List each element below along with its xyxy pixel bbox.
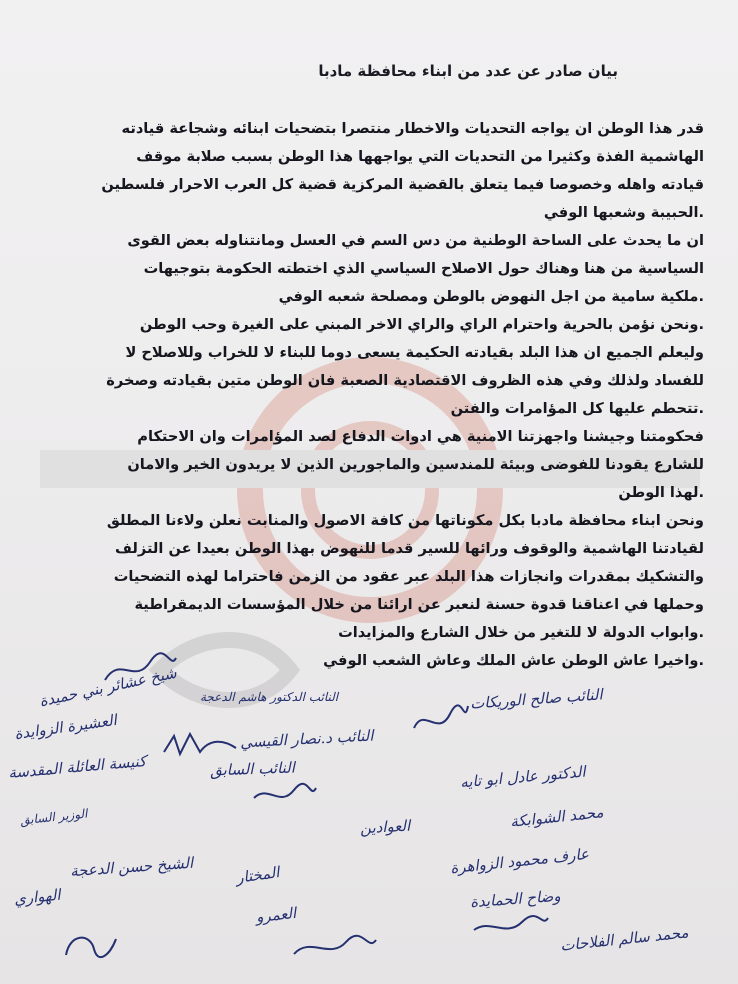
signature-scribble xyxy=(100,650,180,690)
signature: النائب السابق xyxy=(209,758,296,780)
text-line: قدر هذا الوطن ان يواجه التحديات والاخطار منتصرا بتضحيات ابنائه وشجاعة قيادته xyxy=(121,120,704,137)
text-line: .لهذا الوطن xyxy=(618,484,704,501)
signature: النائب د.نصار القيسي xyxy=(239,726,374,752)
signature: الهواري xyxy=(13,885,62,909)
signature-scribble xyxy=(160,728,240,764)
text-line: وحملها في اعناقنا قدوة حسنة لنعبر عن ارائنا من خلال المؤسسات الديمقراطية xyxy=(134,596,704,613)
signature: النائب صالح الوريكات xyxy=(469,685,604,713)
text-line: للفساد ولذلك وفي هذه الظروف الاقتصادية الصعبة فان الوطن متين بقيادته وصخرة xyxy=(106,372,704,389)
signature-scribble xyxy=(60,925,120,965)
signature: النائب الدكتور هاشم الدعجة xyxy=(200,690,339,704)
text-line: قيادته واهله وخصوصا فيما يتعلق بالقضية المركزية قضية كل العرب الاحرار فلسطين xyxy=(101,176,704,193)
text-line: الهاشمية الفذة وكثيرا من التحديات التي يواجهها هذا الوطن بسبب صلابة موقف xyxy=(136,148,704,165)
text-line: ان ما يحدث على الساحة الوطنية من دس السم في العسل ومانتناوله بعض القوى xyxy=(127,232,704,249)
text-line: .ملكية سامية من اجل النهوض بالوطن ومصلحة شعبه الوفي xyxy=(278,288,704,305)
signature: الدكتور عادل ابو تايه xyxy=(459,762,587,792)
signature: محمد الشوابكة xyxy=(509,803,605,831)
document-title: بيان صادر عن عدد من ابناء محافظة مادبا xyxy=(318,62,618,80)
signature: شيخ عشائر بني حميدة xyxy=(37,663,179,711)
text-line: .الحبيبة وشعبها الوفي xyxy=(543,204,704,221)
signature: الوزير السابق xyxy=(19,806,89,828)
signature-scribble xyxy=(250,780,320,810)
text-line: للشارع يقودنا للفوضى وبيئة للمندسين والماجورين الذين لا يريدون الخير والامان xyxy=(127,456,704,473)
text-line: ونحن ابناء محافظة مادبا بكل مكوناتها من كافة الاصول والمنابت نعلن ولاءنا المطلق xyxy=(106,512,704,529)
text-line: فحكومتنا وجيشنا واجهزتنا الامنية هي ادوات الدفاع لصد المؤامرات وان الاحتكام xyxy=(137,428,704,445)
signature: العوادين xyxy=(359,816,411,838)
signature: العمرو xyxy=(255,903,298,927)
signature-scribble xyxy=(410,700,470,740)
signature: العشيرة الزوايدة xyxy=(13,710,118,744)
text-line: لقيادتنا الهاشمية والوقوف ورائها للسير قدما للنهوض بهذا الوطن بعيدا عن التزلف xyxy=(115,540,704,557)
signature: الشيخ حسن الدعجة xyxy=(69,853,194,881)
signature-scribble xyxy=(470,912,550,942)
signature: كنيسة العائلة المقدسة xyxy=(7,752,147,782)
text-line: والتشكيك بمقدرات وانجازات هذا البلد عبر عقود من الزمن فاحتراما لهذه التضحيات xyxy=(113,568,704,585)
signature: المختار xyxy=(234,863,281,887)
text-line: .تتحطم عليها كل المؤامرات والفتن xyxy=(450,400,704,417)
text-line: .ونحن نؤمن بالحرية واحترام الراي والراي الاخر المبني على الغيرة وحب الوطن xyxy=(139,316,704,333)
signature-scribble xyxy=(290,930,380,964)
text-line: السياسية من هنا وهناك حول الاصلاح السياسي الذي اختطته الحكومة بتوجيهات xyxy=(143,260,704,277)
text-line: .واخيرا عاش الوطن عاش الملك وعاش الشعب الوفي xyxy=(323,652,704,669)
signature: عارف محمود الزواهرة xyxy=(449,844,590,878)
signature: محمد سالم الفلاحات xyxy=(559,923,690,955)
text-line: .وابواب الدولة لا للتغير من خلال الشارع والمزايدات xyxy=(338,624,704,641)
text-line: وليعلم الجميع ان هذا البلد بقيادته الحكيمة يسعى دوما للبناء لا للخراب وللاصلاح لا xyxy=(125,344,704,361)
signature: وضاح الحمايدة xyxy=(469,886,562,912)
